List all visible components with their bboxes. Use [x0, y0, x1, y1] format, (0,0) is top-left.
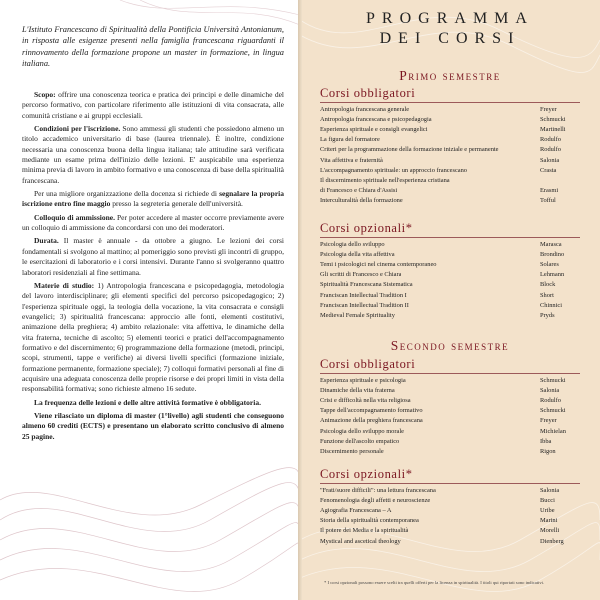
course-row — [320, 302, 582, 310]
materie-text: 1) Antropologia francescana e psicopedagogia, metodologia del lavoro interdisciplinare; gli elementi specifici del percorso psicopedagogico; 2) l'esperienza spirituale oggi, la teologia della vocazione, la vita consacrata e consigli evangelici; 3) spiritualità francescana: approccio alle fonti, elementi costitutivi, animazione della preghiera; 4) ambito relazionale: vita affettiva, le dinamiche della vita fraterna, tecniche di ascolto; 5) elementi teorici e pratici dell'accompagnamento formativo e del discernimento; 6) programmazione della formazione (metodi, principi, scopi, strumenti, tappe e verifiche) ai diversi livelli specifici (formazione iniziale, formazione permanente, formazione speciale); 7) colloqui formativi personali al fine di acquisire una adeguata conoscenza delle proprie risorse e dei propri limiti in vista della responsabilità formativa; sono richieste almeno 16 sedute. — [22, 280, 284, 394]
scopo-label: Scopo: — [34, 90, 56, 99]
course-row — [320, 251, 582, 259]
durata-paragraph — [22, 236, 284, 277]
course-professor: Crasta — [540, 166, 557, 174]
organizzazione-text: Per una migliore organizzazione della docenza si richiede di — [34, 189, 220, 199]
course-professor: Dienberg — [540, 537, 564, 545]
course-professor: Freyer — [540, 106, 557, 113]
semester-1-label: Primo semestre — [399, 68, 501, 83]
course-title: Storia della spiritualità contemporanea — [320, 517, 419, 525]
course-professor: Salonia — [540, 387, 560, 395]
course-title: Crisi e difficoltà nella vita religiosa — [320, 397, 411, 405]
course-professor: Ibba — [540, 437, 552, 445]
course-title: Agiografia Francescana – A — [320, 507, 392, 515]
course-title: "Frati/suore difficili": una lettura francescana — [320, 487, 436, 494]
course-professor: Rodulfo — [540, 136, 561, 144]
course-row — [320, 517, 582, 525]
course-title: Psicologia dello sviluppo morale — [320, 427, 404, 435]
condizioni-paragraph — [22, 124, 284, 186]
course-row — [320, 167, 582, 175]
course-title: Mystical and ascetical theology — [320, 537, 401, 545]
course-professor: Schmucki — [540, 407, 566, 415]
course-row — [320, 197, 582, 205]
course-professor: Michielan — [540, 427, 566, 435]
course-row — [320, 241, 582, 249]
course-row — [320, 187, 582, 195]
course-professor: Lehmann — [540, 271, 565, 279]
course-title: Interculturalità della formazione — [320, 196, 403, 204]
sem2-mandatory-heading: Corsi obbligatori — [320, 357, 416, 371]
colloquio-label: Colloquio di ammissione. — [34, 212, 115, 222]
durata-label: Durata. — [34, 236, 59, 246]
course-row — [320, 417, 582, 425]
course-professor: Block — [540, 281, 556, 289]
course-row — [320, 507, 582, 515]
course-title: Il discernimento spirituale nell'esperienza cristiana — [320, 176, 450, 184]
organizzazione-bold: segnalare la propria iscrizione entro fine maggio — [22, 189, 284, 209]
course-title: Spiritualità Francescana Sistematica — [320, 281, 413, 289]
course-row — [320, 281, 582, 289]
course-title: Criteri per la programmazione della formazione iniziale e permanente — [320, 146, 499, 154]
course-title: Fenomenologia degli affetti e neuroscienze — [320, 497, 431, 505]
course-row — [320, 271, 582, 279]
course-title: Il potere dei Media e la spiritualità — [320, 527, 409, 535]
course-title: di Francesco e Chiara d'Assisi — [320, 186, 398, 194]
course-title: Tappe dell'accompagnamento formativo — [320, 407, 423, 415]
course-title: Discernimento personale — [320, 447, 384, 455]
condizioni-label: Condizioni per l'iscrizione. — [34, 124, 121, 134]
course-title: Dinamiche della vita fraterna — [320, 387, 395, 395]
course-professor: Short — [540, 291, 554, 299]
course-title: Franciscan Intellectual Tradition II — [320, 301, 409, 309]
condizioni-text: Sono ammessi gli studenti che possiedono almeno un titolo accademico universitario di base (laurea triennale). È inoltre, condizione necessaria una conoscenza buona della lingua italiana; tale attitudine sarà verificata mediante un esame prima dell'inizio delle lezioni. E' auspicabile una esperienza minima previa di lavoro in ambito formativo e una conoscenza di base della spiritualità francescana. — [22, 124, 284, 185]
course-row — [320, 312, 582, 320]
colloquio-text: Per poter accedere al master occorre previamente avere un colloquio di ammissione da concordarsi con uno dei moderatori. — [22, 212, 285, 233]
sem1-optional-heading: Corsi opzionali* — [320, 221, 413, 235]
course-row — [320, 292, 582, 300]
course-row — [320, 177, 582, 185]
materie-label: Materie di studio: — [34, 280, 95, 290]
course-row — [320, 487, 582, 495]
organizzazione-text-end: presso la segreteria generale dell'università. — [110, 199, 243, 209]
program-title-line2: DEI CORSI — [379, 30, 521, 47]
course-professor: Marasca — [540, 241, 562, 248]
course-professor: Erasmi — [540, 186, 559, 194]
scopo-paragraph — [22, 90, 284, 121]
course-row — [320, 261, 582, 269]
course-professor — [540, 177, 582, 185]
course-professor: Bucci — [540, 497, 555, 505]
course-professor: Salonia — [540, 156, 560, 164]
course-professor: Freyer — [540, 417, 557, 425]
program-title-line1: PROGRAMMA — [366, 10, 534, 27]
intro-paragraph: L'Istituto Francescano di Spiritualità della Pontificia Università Antonianum, in risposta alle esigenze presenti nella famiglia francescana riguardanti il rinnovamento della formazione propone un master in formazione, in lingua italiana. — [22, 25, 284, 69]
course-professor: Rodulfo — [540, 146, 561, 154]
course-row — [320, 157, 582, 165]
colloquio-paragraph — [22, 213, 284, 234]
course-professor: Rigon — [540, 447, 556, 455]
sem2-optional-heading: Corsi opzionali* — [320, 467, 413, 481]
course-professor: Morelli — [540, 527, 560, 535]
course-title: Esperienza spirituale e psicologia — [320, 377, 406, 384]
course-row — [320, 438, 582, 446]
course-row — [320, 538, 582, 546]
course-row — [320, 428, 582, 436]
course-title: Psicologia della vita affettiva — [320, 251, 395, 259]
course-professor: Pryds — [540, 311, 555, 319]
course-row — [320, 448, 582, 456]
course-row — [320, 116, 582, 124]
frequenza-paragraph: La frequenza delle lezioni e delle altre attività formative è obbligatoria. — [34, 397, 261, 407]
course-title: Medieval Female Spirituality — [320, 311, 395, 319]
course-title: L'accompagnamento spirituale: un approccio francescano — [320, 166, 468, 174]
body-text — [22, 90, 284, 445]
course-title: Gli scritti di Francesco e Chiara — [320, 271, 402, 279]
course-row — [320, 387, 582, 395]
sem1-mandatory-heading: Corsi obbligatori — [320, 86, 416, 100]
divider — [320, 237, 580, 238]
course-title: Antropologia francescana e psicopedagogia — [320, 116, 432, 124]
footnote: * I corsi opzionali possono essere scelti tra quelli offerti per la licenza in spiritualità. I titoli qui riportati sono indicativi. — [324, 580, 545, 585]
organizzazione-paragraph — [22, 189, 284, 210]
semester-2-label: Secondo semestre — [390, 338, 510, 353]
course-title: Franciscan Intellectual Tradition I — [320, 291, 407, 299]
divider — [320, 102, 580, 103]
course-professor: Salonia — [540, 487, 560, 494]
course-professor: Chinnici — [540, 301, 563, 309]
course-row — [320, 106, 582, 114]
diploma-paragraph: Viene rilasciato un diploma di master (1°livello) agli studenti che conseguono almeno 60 crediti (ECTS) e presentano un elaborato scritto conclusivo di almeno 25 pagine. — [22, 410, 284, 441]
course-row — [320, 126, 582, 134]
durata-text: Il master è annuale - da ottobre a giugno. Le lezioni dei corsi fondamentali si svolgono al mattino; al pomeriggio sono previsti gli incontri di gruppo, le esercitazioni di laboratorio e i corsi intensivi. Durante l'anno si svolgeranno quattro laboratori residenziali al fine settimana. — [22, 236, 284, 277]
course-row — [320, 527, 582, 535]
course-row — [320, 377, 582, 385]
divider — [320, 373, 580, 374]
page-fold — [298, 0, 302, 600]
course-professor: Rodulfo — [540, 397, 561, 405]
scopo-text: offrire una conoscenza teorica e pratica dei principi e delle dinamiche del percorso formativo, con particolare riferimento alle istituzioni di vita consacrata, alle comunità cristiane e ai gruppi ecclesiali. — [22, 90, 284, 120]
course-title: Temi i psicologici nel cinema contemporaneo — [320, 261, 437, 269]
course-row — [320, 497, 582, 505]
course-title: Animazione della preghiera francescana — [320, 417, 423, 425]
course-title: La figura del formatore — [320, 136, 380, 144]
course-professor: Schmucki — [540, 377, 566, 384]
course-professor: Solares — [540, 261, 559, 269]
course-row — [320, 397, 582, 405]
course-row — [320, 146, 582, 154]
course-title: Psicologia dello sviluppo — [320, 241, 385, 248]
course-title: Vita affettiva e fraternità — [320, 156, 383, 164]
course-row — [320, 136, 582, 144]
semester-2-heading — [300, 338, 600, 354]
materie-paragraph — [22, 281, 284, 395]
course-professor: Tofful — [540, 196, 556, 204]
course-professor: Brondino — [540, 251, 565, 259]
course-title: Esperienza spirituale e consigli evangelici — [320, 126, 428, 134]
course-professor: Martinelli — [540, 126, 566, 134]
course-title: Antropologia francescana generale — [320, 106, 410, 113]
semester-1-heading — [300, 68, 600, 84]
divider — [320, 483, 580, 484]
course-professor: Schmucki — [540, 116, 566, 124]
course-title: Funzione dell'ascolto empatico — [320, 437, 400, 445]
course-professor: Marini — [540, 517, 558, 525]
course-professor: Uribe — [540, 507, 555, 515]
course-row — [320, 407, 582, 415]
